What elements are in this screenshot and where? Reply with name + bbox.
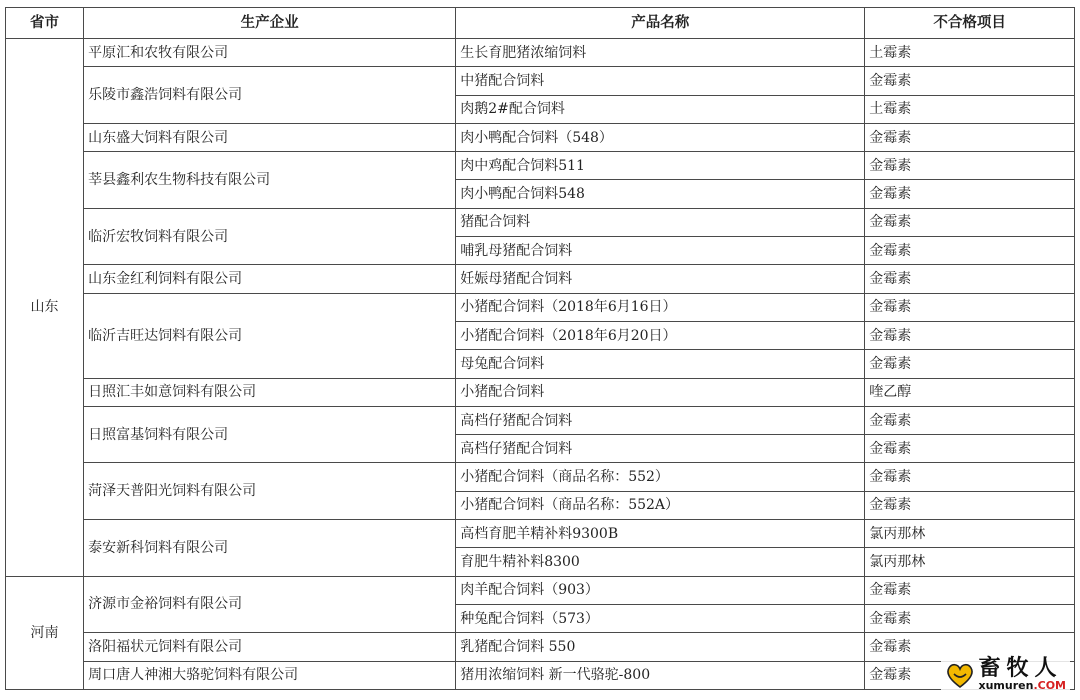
product-cell: 妊娠母猪配合饲料	[456, 265, 865, 293]
table-row	[6, 378, 1075, 406]
watermark-domain-suffix: .COM	[1033, 679, 1066, 692]
company-cell: 泰安新科饲料有限公司	[84, 520, 456, 577]
product-cell: 肉中鸡配合饲料511	[456, 152, 865, 180]
watermark	[941, 656, 1071, 694]
failed-item-cell: 金霉素	[865, 350, 1075, 378]
failed-item-cell: 金霉素	[865, 491, 1075, 519]
failed-item-cell: 金霉素	[865, 123, 1075, 151]
table-row	[6, 661, 1075, 689]
failed-item-cell: 土霉素	[865, 95, 1075, 123]
company-cell: 山东盛大饲料有限公司	[84, 123, 456, 151]
table-row	[6, 208, 1075, 236]
table-row	[6, 39, 1075, 67]
watermark-domain-main: xumuren	[978, 679, 1034, 692]
failed-item-cell: 金霉素	[865, 406, 1075, 434]
failed-item-cell: 金霉素	[865, 576, 1075, 604]
company-cell: 洛阳福状元饲料有限公司	[84, 633, 456, 661]
failed-item-cell: 金霉素	[865, 604, 1075, 632]
company-cell: 平原汇和农牧有限公司	[84, 39, 456, 67]
table-row	[6, 576, 1075, 604]
product-cell: 高档育肥羊精补料9300B	[456, 520, 865, 548]
product-cell: 高档仔猪配合饲料	[456, 435, 865, 463]
company-cell: 乐陵市鑫浩饲料有限公司	[84, 67, 456, 124]
product-cell: 猪用浓缩饲料 新一代骆驼-800	[456, 661, 865, 689]
product-cell: 乳猪配合饲料 550	[456, 633, 865, 661]
table-row	[6, 152, 1075, 180]
company-cell: 莘县鑫利农生物科技有限公司	[84, 152, 456, 209]
province-cell: 山东	[6, 39, 84, 577]
product-cell: 小猪配合饲料	[456, 378, 865, 406]
header-province: 省市	[6, 8, 84, 39]
company-cell: 日照汇丰如意饲料有限公司	[84, 378, 456, 406]
failed-item-cell: 金霉素	[865, 633, 1075, 661]
table-row	[6, 406, 1075, 434]
product-cell: 哺乳母猪配合饲料	[456, 237, 865, 265]
company-cell: 临沂宏牧饲料有限公司	[84, 208, 456, 265]
failed-item-cell: 金霉素	[865, 293, 1075, 321]
table-header-row	[6, 8, 1075, 39]
company-cell: 临沂吉旺达饲料有限公司	[84, 293, 456, 378]
failed-item-cell: 金霉素	[865, 237, 1075, 265]
table-row	[6, 67, 1075, 95]
product-cell: 生长育肥猪浓缩饲料	[456, 39, 865, 67]
company-cell: 济源市金裕饲料有限公司	[84, 576, 456, 633]
header-product: 产品名称	[456, 8, 865, 39]
company-cell: 日照富基饲料有限公司	[84, 406, 456, 463]
province-cell: 河南	[6, 576, 84, 689]
product-cell: 母兔配合饲料	[456, 350, 865, 378]
failed-item-cell: 金霉素	[865, 435, 1075, 463]
product-cell: 小猪配合饲料（2018年6月16日）	[456, 293, 865, 321]
failed-item-cell: 金霉素	[865, 265, 1075, 293]
header-company: 生产企业	[84, 8, 456, 39]
product-cell: 育肥牛精补料8300	[456, 548, 865, 576]
product-cell: 肉小鸭配合饲料（548）	[456, 123, 865, 151]
header-failed-item: 不合格项目	[865, 8, 1075, 39]
failed-item-cell: 喹乙醇	[865, 378, 1075, 406]
company-cell: 周口唐人神湘大骆驼饲料有限公司	[84, 661, 456, 689]
table-body	[6, 39, 1075, 690]
failed-item-cell: 土霉素	[865, 39, 1075, 67]
table-row	[6, 265, 1075, 293]
table-row	[6, 520, 1075, 548]
product-cell: 肉小鸭配合饲料548	[456, 180, 865, 208]
table-row	[6, 633, 1075, 661]
failed-item-cell: 金霉素	[865, 463, 1075, 491]
failed-item-cell: 金霉素	[865, 180, 1075, 208]
company-cell: 山东金红利饲料有限公司	[84, 265, 456, 293]
failed-item-cell: 氯丙那林	[865, 520, 1075, 548]
failed-item-cell: 金霉素	[865, 661, 1075, 689]
failed-item-cell: 金霉素	[865, 321, 1075, 349]
product-cell: 小猪配合饲料（2018年6月20日）	[456, 321, 865, 349]
product-cell: 中猪配合饲料	[456, 67, 865, 95]
table-row	[6, 123, 1075, 151]
product-cell: 高档仔猪配合饲料	[456, 406, 865, 434]
failed-item-cell: 金霉素	[865, 208, 1075, 236]
failed-item-cell: 氯丙那林	[865, 548, 1075, 576]
feed-inspection-table	[5, 7, 1075, 690]
watermark-title: 畜牧人	[978, 656, 1063, 681]
failed-item-cell: 金霉素	[865, 152, 1075, 180]
product-cell: 小猪配合饲料（商品名称：552A）	[456, 491, 865, 519]
product-cell: 肉羊配合饲料（903）	[456, 576, 865, 604]
product-cell: 猪配合饲料	[456, 208, 865, 236]
watermark-domain	[979, 680, 1067, 692]
company-cell: 菏泽天普阳光饲料有限公司	[84, 463, 456, 520]
heart-logo-icon	[945, 660, 975, 690]
failed-item-cell: 金霉素	[865, 67, 1075, 95]
product-cell: 小猪配合饲料（商品名称：552）	[456, 463, 865, 491]
product-cell: 肉鹅2#配合饲料	[456, 95, 865, 123]
table-row	[6, 293, 1075, 321]
product-cell: 种兔配合饲料（573）	[456, 604, 865, 632]
table-row	[6, 463, 1075, 491]
